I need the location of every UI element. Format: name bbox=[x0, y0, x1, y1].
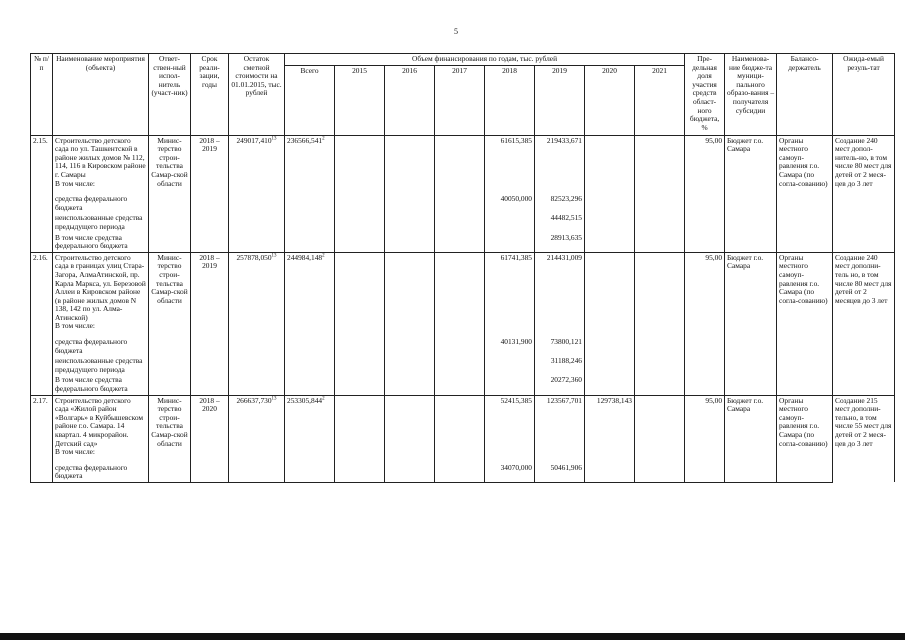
row-year-2021 bbox=[635, 252, 685, 332]
row-year-2019: 219433,671 bbox=[535, 135, 585, 189]
sub-row-year-2018 bbox=[485, 375, 535, 395]
sub-row-label: неиспользованные средства предыдущего периода bbox=[53, 213, 149, 232]
row-share: 95,00 bbox=[685, 135, 725, 189]
sub-row-empty bbox=[685, 213, 725, 232]
sub-row-empty bbox=[585, 332, 635, 356]
sub-row-empty bbox=[725, 332, 777, 356]
sub-row-year-2018 bbox=[485, 233, 535, 253]
sub-row-empty bbox=[585, 375, 635, 395]
sub-row-empty bbox=[777, 458, 833, 483]
sub-row-empty bbox=[335, 356, 385, 375]
sub-row-empty bbox=[585, 233, 635, 253]
row-result: Создание 240 мест допол-нитель-но, в том числе 80 мест для детей от 2 меся-цев до 3 лет bbox=[833, 135, 895, 252]
row-term: 2018 – 2020 bbox=[191, 395, 229, 458]
row-responsible: Минис-терство строи-тельства Самар-ской области bbox=[149, 135, 191, 189]
page-number: 5 bbox=[454, 27, 458, 36]
table-row bbox=[31, 135, 895, 189]
sub-row-year-2018: 40131,900 bbox=[485, 332, 535, 356]
sub-row-empty bbox=[435, 189, 485, 213]
sub-row-empty bbox=[285, 233, 335, 253]
sub-row-empty bbox=[685, 189, 725, 213]
header-year-2021: 2021 bbox=[635, 65, 685, 135]
row-total-footnote: 2 bbox=[322, 253, 325, 259]
sub-row-year-2018: 34070,000 bbox=[485, 458, 535, 483]
sub-row-empty bbox=[385, 332, 435, 356]
sub-row-number bbox=[31, 458, 53, 483]
sub-row-empty bbox=[385, 375, 435, 395]
sub-row-empty bbox=[191, 189, 229, 213]
sub-row-empty bbox=[685, 375, 725, 395]
row-budget: Бюджет г.о. Самара bbox=[725, 252, 777, 332]
header-year-2018: 2018 bbox=[485, 65, 535, 135]
sub-row-empty bbox=[335, 233, 385, 253]
row-remaining-cost-footnote: 13 bbox=[271, 253, 277, 259]
sub-row-empty bbox=[149, 458, 191, 483]
row-holder: Органы местного самоуп-равления г.о. Самара (по согла-сованию) bbox=[777, 395, 833, 458]
row-holder: Органы местного самоуп-равления г.о. Самара (по согла-сованию) bbox=[777, 252, 833, 332]
row-remaining-cost-value: 249017,410 bbox=[236, 135, 272, 145]
row-responsible: Минис-терство строи-тельства Самар-ской области bbox=[149, 395, 191, 458]
row-term: 2018 – 2019 bbox=[191, 135, 229, 189]
sub-row-empty bbox=[435, 213, 485, 232]
row-share: 95,00 bbox=[685, 395, 725, 458]
sub-row-empty bbox=[725, 213, 777, 232]
sub-row-empty bbox=[725, 458, 777, 483]
row-year-2019: 123567,701 bbox=[535, 395, 585, 458]
row-year-2019: 214431,009 bbox=[535, 252, 585, 332]
sub-row-empty bbox=[385, 189, 435, 213]
sub-row-empty bbox=[635, 213, 685, 232]
row-year-2021 bbox=[635, 395, 685, 458]
sub-row-year-2019: 31188,246 bbox=[535, 356, 585, 375]
sub-row-empty bbox=[285, 458, 335, 483]
program-table-container bbox=[30, 53, 894, 483]
row-year-2016 bbox=[385, 135, 435, 189]
sub-row-empty bbox=[725, 233, 777, 253]
row-remaining-cost bbox=[229, 395, 285, 458]
row-year-2018: 61741,385 bbox=[485, 252, 535, 332]
sub-row-label: неиспользованные средства предыдущего периода bbox=[53, 356, 149, 375]
program-table bbox=[30, 53, 895, 483]
sub-row-number bbox=[31, 375, 53, 395]
table-row bbox=[31, 252, 895, 332]
sub-row-empty bbox=[149, 189, 191, 213]
row-remaining-cost bbox=[229, 252, 285, 332]
header-year-2016: 2016 bbox=[385, 65, 435, 135]
sub-row-empty bbox=[385, 356, 435, 375]
sub-row-label: В том числе средства федерального бюджета bbox=[53, 375, 149, 395]
row-year-2015 bbox=[335, 395, 385, 458]
sub-row bbox=[31, 189, 895, 213]
row-remaining-cost-footnote: 13 bbox=[271, 396, 277, 402]
sub-row-empty bbox=[335, 189, 385, 213]
sub-row-empty bbox=[149, 233, 191, 253]
sub-row-empty bbox=[285, 213, 335, 232]
sub-row-year-2019: 20272,360 bbox=[535, 375, 585, 395]
sub-row-empty bbox=[685, 356, 725, 375]
sub-row-empty bbox=[335, 458, 385, 483]
row-year-2020: 129738,143 bbox=[585, 395, 635, 458]
sub-row-empty bbox=[229, 458, 285, 483]
row-year-2018: 61615,385 bbox=[485, 135, 535, 189]
sub-row-year-2018 bbox=[485, 213, 535, 232]
header-remaining-cost: Остаток сметной стоимости на 01.01.2015, тыс. рублей bbox=[229, 54, 285, 136]
sub-row-empty bbox=[229, 375, 285, 395]
sub-row-empty bbox=[191, 356, 229, 375]
table-row bbox=[31, 395, 895, 458]
row-number: 2.16. bbox=[31, 252, 53, 332]
sub-row-empty bbox=[435, 356, 485, 375]
sub-row-number bbox=[31, 332, 53, 356]
sub-row-empty bbox=[335, 375, 385, 395]
sub-row-empty bbox=[229, 332, 285, 356]
sub-row-empty bbox=[285, 332, 335, 356]
sub-row-empty bbox=[335, 332, 385, 356]
header-year-2020: 2020 bbox=[585, 65, 635, 135]
header-budget: Наименова-ние бюдже-та муници-пального образо-вания – получателя субсидии bbox=[725, 54, 777, 136]
sub-row-empty bbox=[285, 375, 335, 395]
sub-row-empty bbox=[191, 458, 229, 483]
sub-row-empty bbox=[635, 332, 685, 356]
row-budget: Бюджет г.о. Самара bbox=[725, 135, 777, 189]
sub-row-empty bbox=[435, 458, 485, 483]
sub-row-empty bbox=[229, 233, 285, 253]
sub-row-number bbox=[31, 356, 53, 375]
sub-row-empty bbox=[777, 213, 833, 232]
row-term: 2018 – 2019 bbox=[191, 252, 229, 332]
sub-row-empty bbox=[635, 189, 685, 213]
row-number: 2.17. bbox=[31, 395, 53, 458]
header-total: Всего bbox=[285, 65, 335, 135]
sub-row-empty bbox=[149, 332, 191, 356]
sub-row-number bbox=[31, 189, 53, 213]
sub-row-empty bbox=[725, 375, 777, 395]
sub-row-empty bbox=[385, 458, 435, 483]
row-year-2015 bbox=[335, 135, 385, 189]
sub-row-empty bbox=[191, 213, 229, 232]
sub-row-empty bbox=[635, 458, 685, 483]
header-year-2019: 2019 bbox=[535, 65, 585, 135]
sub-row-empty bbox=[585, 356, 635, 375]
row-remaining-cost bbox=[229, 135, 285, 189]
header-term: Срок реали-зации, годы bbox=[191, 54, 229, 136]
row-year-2015 bbox=[335, 252, 385, 332]
row-year-2017 bbox=[435, 135, 485, 189]
row-result: Создание 240 мест дополни-тель но, в том числе 80 мест для детей от 2 месяцев до 3 лет bbox=[833, 252, 895, 395]
sub-row-empty bbox=[635, 375, 685, 395]
object-name-text: Строительство детского сада по ул. Ташкентской в районе жилых домов № 112, 114, 116 в Кировском районе г. Самары bbox=[55, 135, 146, 179]
sub-row-label: средства федерального бюджета bbox=[53, 189, 149, 213]
header-year-2015: 2015 bbox=[335, 65, 385, 135]
row-year-2017 bbox=[435, 395, 485, 458]
sub-row-empty bbox=[435, 332, 485, 356]
row-share: 95,00 bbox=[685, 252, 725, 332]
sub-row-year-2018 bbox=[485, 356, 535, 375]
header-name: Наименование мероприятия (объекта) bbox=[53, 54, 149, 136]
sub-row-year-2019: 82523,296 bbox=[535, 189, 585, 213]
row-total-value: 244984,148 bbox=[287, 252, 323, 262]
row-object-name bbox=[53, 252, 149, 332]
sub-row-label: В том числе средства федерального бюджета bbox=[53, 233, 149, 253]
row-number: 2.15. bbox=[31, 135, 53, 189]
sub-row-year-2018: 40050,000 bbox=[485, 189, 535, 213]
sub-row-empty bbox=[635, 356, 685, 375]
sub-row-empty bbox=[191, 233, 229, 253]
header-holder: Балансо-держатель bbox=[777, 54, 833, 136]
row-total-value: 253305,844 bbox=[287, 395, 323, 405]
row-year-2017 bbox=[435, 252, 485, 332]
row-holder: Органы местного самоуп-равления г.о. Самара (по согла-сованию) bbox=[777, 135, 833, 189]
row-result: Создание 215 мест дополни-тельно, в том числе 55 мест для детей от 2 меся-цев до 3 лет bbox=[833, 395, 895, 482]
sub-row-empty bbox=[191, 332, 229, 356]
row-object-name bbox=[53, 395, 149, 458]
sub-row-empty bbox=[435, 375, 485, 395]
sub-row-empty bbox=[191, 375, 229, 395]
sub-row-empty bbox=[635, 233, 685, 253]
row-total-footnote: 2 bbox=[322, 396, 325, 402]
sub-row-empty bbox=[385, 213, 435, 232]
sub-row-empty bbox=[285, 189, 335, 213]
sub-row-number bbox=[31, 233, 53, 253]
sub-row-number bbox=[31, 213, 53, 232]
sub-row-empty bbox=[777, 233, 833, 253]
row-total-footnote: 2 bbox=[322, 136, 325, 142]
row-total bbox=[285, 395, 335, 458]
sub-row-empty bbox=[725, 189, 777, 213]
sub-row-empty bbox=[149, 356, 191, 375]
row-year-2016 bbox=[385, 252, 435, 332]
sub-row-empty bbox=[777, 332, 833, 356]
header-year-2017: 2017 bbox=[435, 65, 485, 135]
row-responsible: Минис-терство строи-тельства Самар-ской области bbox=[149, 252, 191, 332]
sub-row-empty bbox=[149, 375, 191, 395]
sub-row-empty bbox=[585, 213, 635, 232]
row-year-2016 bbox=[385, 395, 435, 458]
row-year-2018: 52415,385 bbox=[485, 395, 535, 458]
sub-row-year-2019: 28913,635 bbox=[535, 233, 585, 253]
row-year-2020 bbox=[585, 135, 635, 189]
object-name-text: Строительство детского сада в границах улиц Стара-Загора, АлмаАтинской, пр. Карла Маркса, ул. Березовой Аллеи в Кировском районе (в районе жилых домов N 138, 142 по ул. Алма-Атинской) bbox=[55, 252, 146, 322]
sub-row-empty bbox=[777, 356, 833, 375]
sub-row-empty bbox=[229, 213, 285, 232]
sub-row bbox=[31, 458, 895, 483]
sub-row-empty bbox=[685, 458, 725, 483]
row-remaining-cost-value: 266637,730 bbox=[236, 395, 272, 405]
sub-row-empty bbox=[229, 356, 285, 375]
sub-row-empty bbox=[285, 356, 335, 375]
header-financing: Объем финансирования по годам, тыс. рублей bbox=[285, 54, 685, 66]
including-label: В том числе: bbox=[55, 447, 95, 457]
sub-row-empty bbox=[385, 233, 435, 253]
sub-row-empty bbox=[585, 458, 635, 483]
sub-row-empty bbox=[435, 233, 485, 253]
program-table-body bbox=[31, 135, 895, 482]
sub-row-empty bbox=[149, 213, 191, 232]
sub-row-year-2019: 50461,906 bbox=[535, 458, 585, 483]
row-budget: Бюджет г.о. Самара bbox=[725, 395, 777, 458]
sub-row-label: средства федерального бюджета bbox=[53, 458, 149, 483]
sub-row bbox=[31, 375, 895, 395]
header-responsible: Ответ-ствен-ный испол-нитель (участ-ник) bbox=[149, 54, 191, 136]
including-label: В том числе: bbox=[55, 321, 95, 331]
row-total bbox=[285, 252, 335, 332]
row-year-2020 bbox=[585, 252, 635, 332]
row-year-2021 bbox=[635, 135, 685, 189]
bottom-rule bbox=[0, 633, 905, 640]
row-total-value: 236566,541 bbox=[287, 135, 323, 145]
row-remaining-cost-value: 257878,050 bbox=[236, 252, 272, 262]
sub-row-empty bbox=[777, 375, 833, 395]
sub-row bbox=[31, 213, 895, 232]
including-label: В том числе: bbox=[55, 178, 95, 188]
sub-row bbox=[31, 332, 895, 356]
row-remaining-cost-footnote: 13 bbox=[271, 136, 277, 142]
sub-row-year-2019: 44482,515 bbox=[535, 213, 585, 232]
header-share: Пре-дельная доля участия средств област-ного бюджета, % bbox=[685, 54, 725, 136]
row-object-name bbox=[53, 135, 149, 189]
sub-row bbox=[31, 233, 895, 253]
sub-row-empty bbox=[685, 233, 725, 253]
sub-row-year-2019: 73800,121 bbox=[535, 332, 585, 356]
sub-row-empty bbox=[685, 332, 725, 356]
sub-row-empty bbox=[229, 189, 285, 213]
sub-row-empty bbox=[585, 189, 635, 213]
header-result: Ожида-емый резуль-тат bbox=[833, 54, 895, 136]
sub-row-empty bbox=[777, 189, 833, 213]
sub-row-empty bbox=[335, 213, 385, 232]
row-total bbox=[285, 135, 335, 189]
sub-row bbox=[31, 356, 895, 375]
header-num: № п/п bbox=[31, 54, 53, 136]
sub-row-empty bbox=[725, 356, 777, 375]
sub-row-label: средства федерального бюджета bbox=[53, 332, 149, 356]
object-name-text: Строительство детского сада «Жилой район «Волгарь» в Куйбышевском районе г.о. Самара. 14 квартал. 4 микрорайон. Детский сад» bbox=[55, 395, 144, 448]
